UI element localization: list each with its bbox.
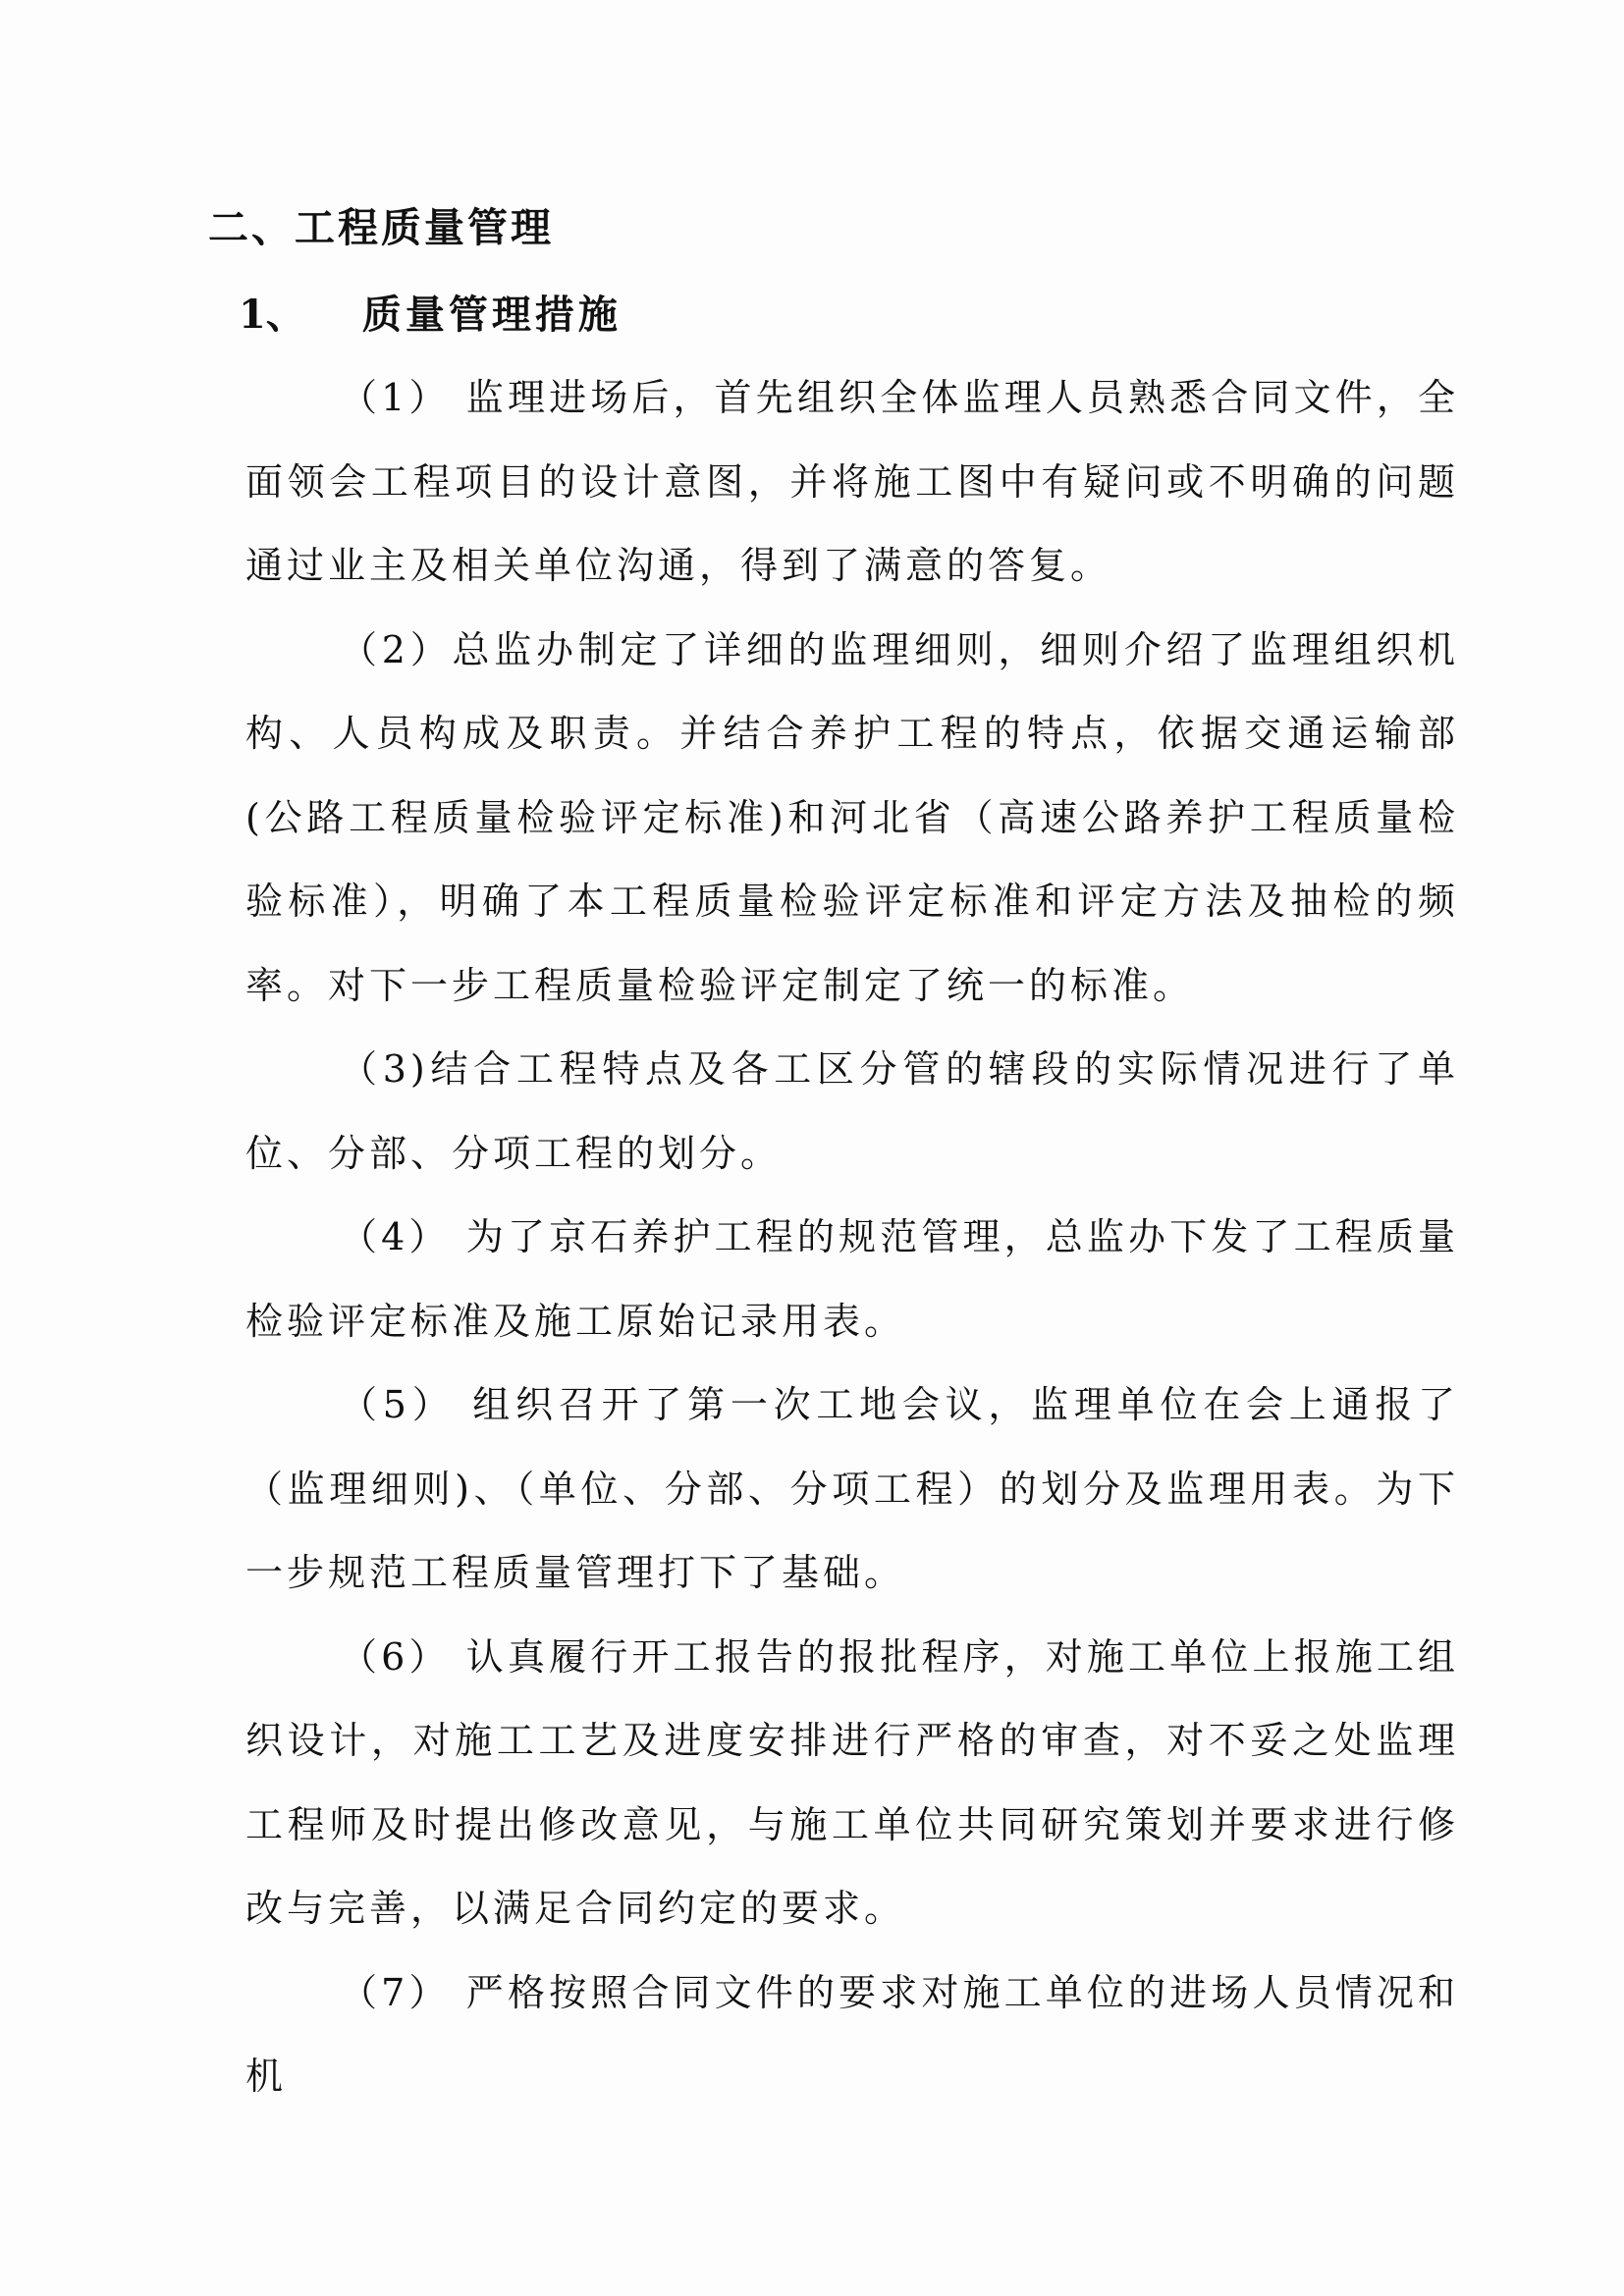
- paragraph-1: （1） 监理进场后，首先组织全体监理人员熟悉合同文件，全面领会工程项目的设计意图，并将施工图中有疑问或不明确的问题通过业主及相关单位沟通，得到了满意的答复。: [245, 376, 1459, 587]
- paragraph-2: （2）总监办制定了详细的监理细则，细则介绍了监理组织机构、人员构成及职责。并结合养护工程的特点，依据交通运输部(公路工程质量检验评定标准)和河北省（高速公路养护工程质量检验标准），明确了本工程质量检验评定标准和评定方法及抽检的频率。对下一步工程质量检验评定制定了统一的标准。: [245, 627, 1459, 1007]
- paragraph-5: （5） 组织召开了第一次工地会议，监理单位在会上通报了（监理细则)、（单位、分部、分项工程）的划分及监理用表。为下一步规范工程质量管理打下了基础。: [245, 1383, 1459, 1594]
- paragraph-4: （4） 为了京石养护工程的规范管理，总监办下发了工程质量检验评定标准及施工原始记录用表。: [245, 1215, 1459, 1343]
- section-title: 质量管理措施: [361, 292, 622, 338]
- paragraph-7: （7） 严格按照合同文件的要求对施工单位的进场人员情况和机: [245, 1970, 1459, 2098]
- document-title: 二、工程质量管理: [208, 204, 554, 251]
- section-heading: [239, 273, 1459, 356]
- paragraph-6: （6） 认真履行开工报告的报批程序，对施工单位上报施工组织设计，对施工工艺及进度安排进行严格的审查，对不妥之处监理工程师及时提出修改意见，与施工单位共同研究策划并要求进行修改与完善，以满足合同约定的要求。: [245, 1634, 1459, 1930]
- paragraph-3: （3)结合工程特点及各工区分管的辖段的实际情况进行了单位、分部、分项工程的划分。: [245, 1047, 1459, 1175]
- section-number: 1、: [239, 292, 305, 338]
